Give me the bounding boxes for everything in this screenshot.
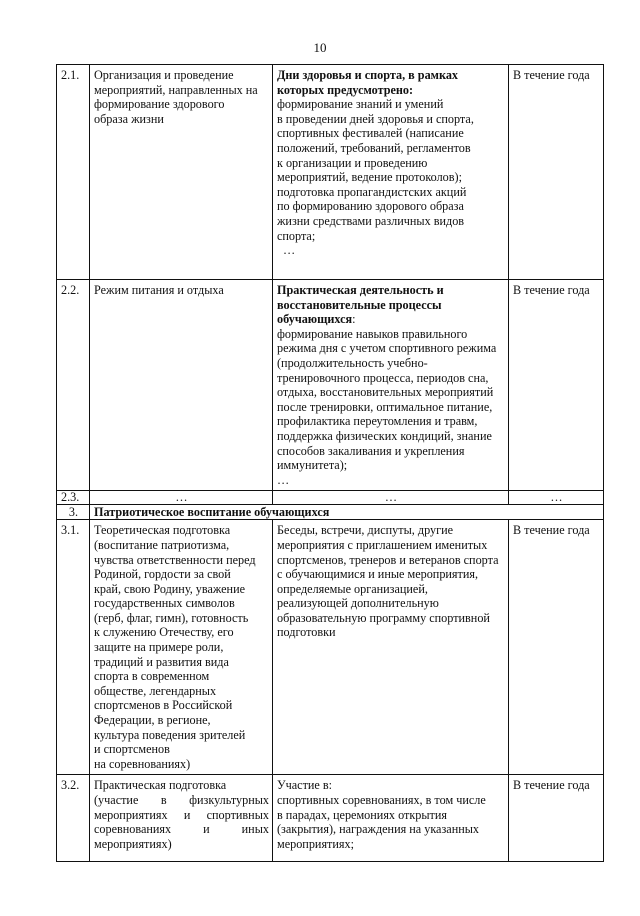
content-line: в парадах, церемониях открытия [277, 807, 447, 822]
topic-line: Родиной, гордости за свой [94, 567, 231, 582]
topic-line: и спортсменов [94, 742, 170, 757]
topic-line: обществе, легендарных [94, 683, 217, 698]
content-line: Участие в: [277, 778, 333, 793]
content-line: способов закаливания и укрепления [277, 443, 465, 458]
content-cell: … [273, 491, 509, 505]
content-line: иммунитета); [277, 458, 348, 473]
topic-cell [90, 280, 273, 491]
content-line: режима дня с учетом спортивного режима [277, 341, 497, 356]
content-line: спортсменов, тренеров и ветеранов спорта [277, 552, 499, 567]
table-row-3-1 [57, 520, 604, 775]
content-line: (закрытия), награждения на указанных [277, 822, 480, 837]
content-line: образовательную программу спортивной [277, 610, 490, 625]
content-title-line: Дни здоровья и спорта, в рамках [277, 68, 459, 82]
topic-word: иных [241, 822, 269, 837]
topic-line: образа жизни [94, 111, 164, 126]
content-title-line: Практическая деятельность и [277, 283, 444, 297]
content-line: в проведении дней здоровья и спорта, [277, 111, 474, 126]
content-line: по формированию здорового образа [277, 199, 464, 214]
content-line: (продолжительность учебно- [277, 355, 428, 370]
table-row-3-2 [57, 775, 604, 862]
content-line: к организации и проведению [277, 155, 428, 170]
topic-line [94, 822, 269, 837]
table-row-2-1 [57, 65, 604, 280]
topic-word: соревнованиях [94, 822, 172, 837]
row-number: 2.2. [57, 280, 90, 491]
topic-word: в [160, 793, 167, 807]
topic-cell [90, 775, 273, 862]
content-cell [273, 65, 509, 280]
table-row-2-2 [57, 280, 604, 491]
table-row-3 [57, 505, 604, 520]
topic-word: спортивных [206, 807, 269, 822]
topic-line: спортсменов в Российской [94, 698, 233, 713]
topic-line: Режим питания и отдыха [94, 283, 224, 297]
time-cell: … [509, 491, 604, 505]
row-number: 3.1. [57, 520, 90, 775]
content-cell [273, 280, 509, 491]
topic-word: и [203, 822, 210, 837]
content-line: после тренировки, оптимальное питание, [277, 399, 493, 414]
title-colon: : [352, 312, 356, 327]
content-line: жизни средствами различных видов [277, 213, 465, 228]
topic-line [94, 793, 269, 808]
row-number: 2.3. [57, 491, 90, 505]
content-title-line: которых предусмотрено: [277, 82, 414, 97]
ellipsis: … [283, 243, 296, 258]
content-line: отдыха, восстановительных мероприятий [277, 385, 494, 400]
topic-line: традиций и развития вида [94, 654, 229, 669]
ellipsis: … [277, 472, 290, 487]
topic-line [94, 808, 269, 823]
time-cell: В течение года [509, 520, 604, 775]
content-cell [273, 775, 509, 862]
content-line: профилактика переутомления и травм, [277, 414, 478, 429]
topic-line: Федерации, в регионе, [94, 713, 211, 728]
time-cell: В течение года [509, 775, 604, 862]
content-line: формирование знаний и умений [277, 97, 444, 112]
topic-line: спорта в современном [94, 669, 210, 684]
time-cell: В течение года [509, 65, 604, 280]
topic-word: (участие [94, 793, 139, 807]
topic-line: край, свою Родину, уважение [94, 581, 246, 596]
content-line: поддержка физических кондиций, знание [277, 428, 492, 443]
content-line: формирование навыков правильного [277, 326, 468, 341]
row-number: 3.2. [57, 775, 90, 862]
topic-line: мероприятий, направленных на [94, 82, 258, 97]
content-line: реализующей дополнительную [277, 596, 439, 611]
topic-line: чувства ответственности перед [94, 552, 256, 567]
topic-cell [90, 520, 273, 775]
topic-line: формирование здорового [94, 97, 225, 112]
content-line: спортивных соревнованиях, в том числе [277, 793, 486, 807]
topic-line: на соревнованиях) [94, 756, 191, 771]
topic-line: к служению Отечеству, его [94, 625, 234, 640]
plan-table [56, 64, 604, 862]
content-line: мероприятий, ведение протоколов); [277, 170, 462, 185]
page-number: 10 [313, 40, 327, 55]
topic-word: мероприятиях [94, 807, 168, 822]
content-line: определяемые организацией, [277, 581, 428, 596]
row-number: 3. [57, 505, 90, 520]
section-title: Патриотическое воспитание обучающихся [90, 505, 604, 520]
content-line: мероприятиях; [277, 836, 354, 851]
table-row-2-3 [57, 491, 604, 505]
topic-line: культура поведения зрителей [94, 727, 246, 742]
content-line: Беседы, встречи, диспуты, другие [277, 523, 454, 538]
row-number: 2.1. [57, 65, 90, 280]
time-cell: В течение года [509, 280, 604, 491]
topic-line: мероприятиях) [94, 836, 172, 851]
topic-line: Организация и проведение [94, 68, 234, 82]
topic-line: защите на примере роли, [94, 640, 224, 655]
topic-word: и [183, 807, 191, 822]
topic-cell [90, 65, 273, 280]
content-cell [273, 520, 509, 775]
content-line: спортивных фестивалей (написание [277, 126, 464, 141]
content-title-line: обучающихся [277, 312, 353, 327]
topic-line: Теоретическая подготовка [94, 523, 231, 538]
content-line: подготовки [277, 625, 336, 640]
topic-line: государственных символов [94, 596, 235, 611]
content-title-line: восстановительные процессы [277, 297, 442, 312]
topic-line: (воспитание патриотизма, [94, 537, 230, 552]
content-line: мероприятия с приглашением именитых [277, 537, 488, 552]
content-line: подготовка пропагандистских акций [277, 184, 467, 199]
content-line: спорта; [277, 228, 316, 243]
content-line: тренировочного процесса, периодов сна, [277, 370, 489, 385]
content-line: положений, требований, регламентов [277, 140, 471, 155]
topic-cell: … [90, 491, 273, 505]
topic-line: Практическая подготовка [94, 778, 227, 793]
topic-line: (герб, флаг, гимн), готовность [94, 610, 249, 625]
topic-word: физкультурных [189, 793, 269, 807]
content-line: с обучающимися и иные мероприятия, [277, 567, 479, 582]
